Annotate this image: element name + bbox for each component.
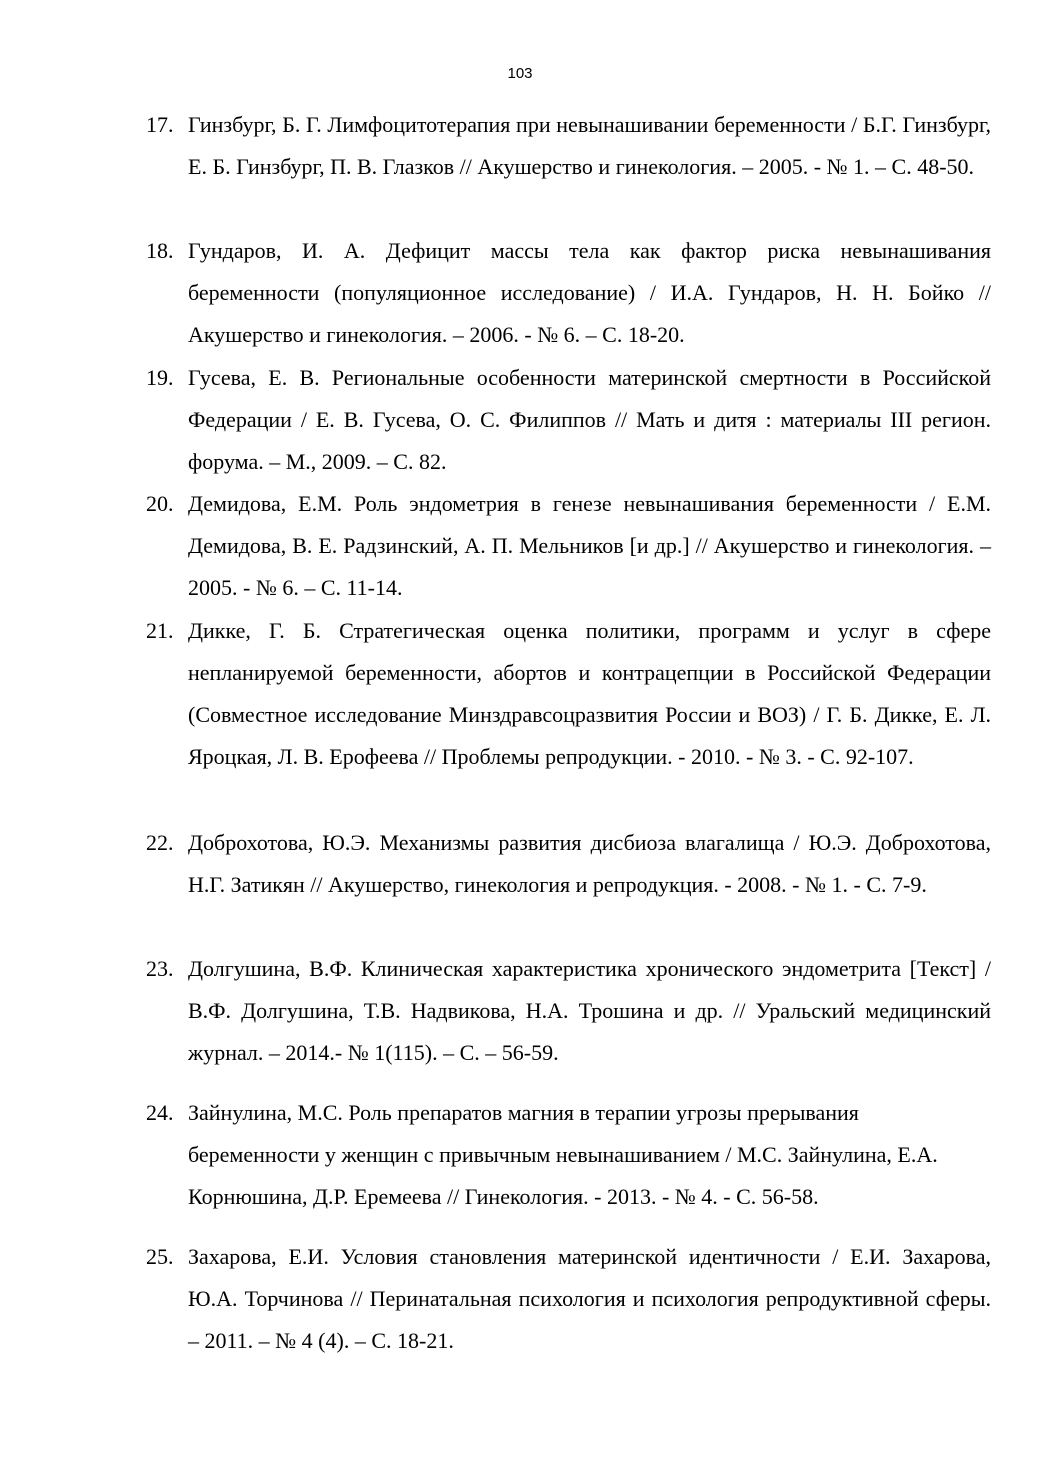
reference-text: Дикке, Г. Б. Стратегическая оценка политики, программ и услуг в сфере непланируемой беременности, абортов и контрацепции в Российской Федерации (Совместное исследование Минздравсоцразвития России и ВОЗ) / Г. Б. Дикке, Е. Л. Яроцкая, Л. В. Ерофеева // Проблемы репродукции. - 2010. - № 3. - С. 92-107. xyxy=(188,618,991,769)
reference-text: Зайнулина, М.С. Роль препаратов магния в терапии угрозы прерывания беременности у женщин с привычным невынашиванием / М.С. Зайнулина, Е.А. Корнюшина, Д.Р. Еремеева // Гинекология. - 2013. - № 4. - С. 56-58. xyxy=(188,1100,938,1209)
reference-item xyxy=(146,483,991,609)
reference-text: Гусева, Е. В. Региональные особенности материнской смертности в Российской Федерации / Е. В. Гусева, О. С. Филиппов // Мать и дитя : материалы III регион. форума. – М., 2009. – С. 82. xyxy=(188,365,991,474)
reference-text: Гинзбург, Б. Г. Лимфоцитотерапия при невынашивании беременности / Б.Г. Гинзбург, Е. Б. Гинзбург, П. В. Глазков // Акушерство и гинекология. – 2005. - № 1. – С. 48-50. xyxy=(188,112,991,179)
reference-number: 18. xyxy=(146,238,174,263)
reference-number: 19. xyxy=(146,365,174,390)
reference-text: Долгушина, В.Ф. Клиническая характеристика хронического эндометрита [Текст] / В.Ф. Долгушина, Т.В. Надвикова, Н.А. Трошина и др. // Уральский медицинский журнал. – 2014.- № 1(115). – С. – 56-59. xyxy=(188,956,991,1065)
reference-text: Гундаров, И. А. Дефицит массы тела как фактор риска невынашивания беременности (популяционное исследование) / И.А. Гундаров, Н. Н. Бойко // Акушерство и гинекология. – 2006. - № 6. – С. 18-20. xyxy=(188,238,991,347)
reference-item xyxy=(146,1092,991,1218)
reference-item xyxy=(146,104,991,188)
reference-number: 21. xyxy=(146,618,174,643)
reference-item xyxy=(146,822,991,906)
reference-item xyxy=(146,230,991,356)
reference-text: Захарова, Е.И. Условия становления материнской идентичности / Е.И. Захарова, Ю.А. Торчинова // Перинатальная психология и психология репродуктивной сферы. – 2011. – № 4 (4). – С. 18-21. xyxy=(188,1244,991,1353)
reference-number: 24. xyxy=(146,1100,174,1125)
reference-text: Доброхотова, Ю.Э. Механизмы развития дисбиоза влагалища / Ю.Э. Доброхотова, Н.Г. Затикян // Акушерство, гинекология и репродукция. - 2008. - № 1. - С. 7-9. xyxy=(188,830,991,897)
reference-item xyxy=(146,948,991,1074)
reference-number: 22. xyxy=(146,830,174,855)
reference-text: Демидова, Е.М. Роль эндометрия в генезе невынашивания беременности / Е.М. Демидова, В. Е. Радзинский, А. П. Мельников [и др.] // Акушерство и гинекология. – 2005. - № 6. – С. 11-14. xyxy=(188,491,991,600)
page-number: 103 xyxy=(507,65,533,82)
reference-number: 17. xyxy=(146,112,174,137)
reference-number: 25. xyxy=(146,1244,174,1269)
reference-number: 20. xyxy=(146,491,174,516)
reference-number: 23. xyxy=(146,956,174,981)
reference-item xyxy=(146,357,991,483)
reference-item xyxy=(146,1236,991,1362)
reference-item xyxy=(146,610,991,778)
